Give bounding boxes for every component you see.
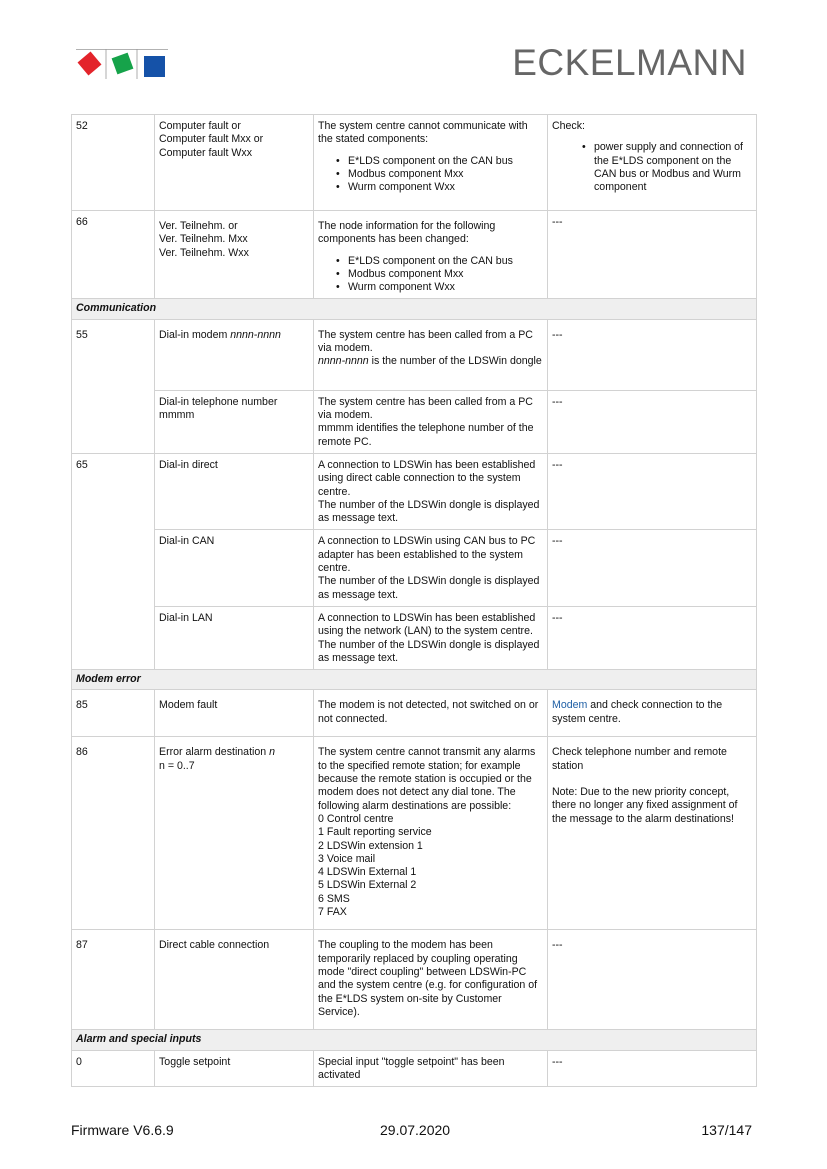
section-header: Alarm and special inputs (72, 1030, 757, 1050)
message-number: 55 (72, 319, 155, 453)
message-text: Ver. Teilnehm. or Ver. Teilnehm. Mxx Ver. Teilnehm. Wxx (155, 211, 314, 299)
message-cause: The system centre has been called from a PC via modem. mmmm identifies the telephone number of the remote PC. (314, 390, 548, 453)
table-row (72, 115, 757, 211)
section-header: Communication (72, 299, 757, 319)
message-number: 85 (72, 690, 155, 737)
message-text: Toggle setpoint (155, 1050, 314, 1087)
table-row (72, 737, 757, 930)
message-cause: Special input "toggle setpoint" has been activated (314, 1050, 548, 1087)
message-number: 0 (72, 1050, 155, 1087)
red-square-icon (78, 52, 102, 76)
message-number: 87 (72, 930, 155, 1030)
message-cause: The system centre cannot communicate with the stated components: • E*LDS component on the CAN bus • Modbus component Mxx • Wurm component Wxx (314, 115, 548, 211)
message-text: Dial-in direct (155, 453, 314, 529)
table-row (72, 319, 757, 390)
table-row (72, 606, 757, 669)
table-row (72, 930, 757, 1030)
message-cause: The node information for the following components has been changed: • E*LDS component on the CAN bus • Modbus component Mxx • Wurm component Wxx (314, 211, 548, 299)
message-remedy: --- (548, 930, 757, 1030)
message-cause: The modem is not detected, not switched on or not connected. (314, 690, 548, 737)
section-header: Modem error (72, 670, 757, 690)
message-number: 86 (72, 737, 155, 930)
message-text: Direct cable connection (155, 930, 314, 1030)
message-remedy: Check telephone number and remote station Note: Due to the new priority concept, there no longer any fixed assignment of the message to the alarm destinations! (548, 737, 757, 930)
table-row (72, 453, 757, 529)
message-remedy: Check: • power supply and connection of the E*LDS component on the CAN bus or Modbus and Wurm component (548, 115, 757, 211)
footer-date: 29.07.2020 (380, 1122, 451, 1138)
message-remedy: --- (548, 453, 757, 529)
message-number: 52 (72, 115, 155, 211)
message-text: Error alarm destination n n = 0..7 (155, 737, 314, 930)
footer-firmware: Firmware V6.6.9 (71, 1122, 174, 1138)
message-table (71, 114, 757, 1087)
footer-page-number: 137/147 (701, 1122, 752, 1138)
message-number: 66 (72, 211, 155, 299)
message-cause: A connection to LDSWin has been established using direct cable connection to the system centre. The number of the LDSWin dongle is displayed as message text. (314, 453, 548, 529)
message-text: Modem fault (155, 690, 314, 737)
message-remedy: --- (548, 390, 757, 453)
table-row (72, 390, 757, 453)
table-row (72, 1050, 757, 1087)
message-remedy: --- (548, 606, 757, 669)
brand-name: ECKELMANN (512, 42, 747, 83)
message-cause: The system centre has been called from a PC via modem. nnnn-nnnn is the number of the LDSWin dongle (314, 319, 548, 390)
message-cause: The system centre cannot transmit any alarms to the specified remote station; for example because the remote station is occupied or the modem does not detect any dial tone. The following alarm destinations are possible: 0 Control centre 1 Fault reporting service 2 LDSWin extension 1 3 Voice mail 4 LDSWin External 1 5 LDSWin External 2 6 SMS 7 FAX (314, 737, 548, 930)
message-text: Dial-in telephone number mmmm (155, 390, 314, 453)
message-remedy: --- (548, 211, 757, 299)
message-cause: A connection to LDSWin has been established using the network (LAN) to the system centre. The number of the LDSWin dongle is displayed as message text. (314, 606, 548, 669)
message-text: Dial-in CAN (155, 530, 314, 606)
blue-square-icon (144, 56, 165, 77)
message-cause: A connection to LDSWin using CAN bus to PC adapter has been established to the system centre. The number of the LDSWin dongle is displayed as message text. (314, 530, 548, 606)
modem-link[interactable]: Modem (552, 699, 588, 712)
table-row (72, 530, 757, 606)
message-remedy: Modem and check connection to the system centre. (548, 690, 757, 737)
message-text: Dial-in LAN (155, 606, 314, 669)
message-remedy: --- (548, 1050, 757, 1087)
message-number: 65 (72, 453, 155, 669)
eckelmann-logo-icon (76, 49, 168, 79)
message-cause: The coupling to the modem has been temporarily replaced by coupling operating mode "direct coupling" between LDSWin-PC and the system centre (e.g. for configuration of the E*LDS system on-site by Customer Service). (314, 930, 548, 1030)
message-text: Computer fault or Computer fault Mxx or Computer fault Wxx (155, 115, 314, 211)
message-remedy: --- (548, 530, 757, 606)
message-text: Dial-in modem nnnn-nnnn (155, 319, 314, 390)
table-row (72, 211, 757, 299)
table-row (72, 690, 757, 737)
message-remedy: --- (548, 319, 757, 390)
green-square-icon (112, 53, 134, 75)
